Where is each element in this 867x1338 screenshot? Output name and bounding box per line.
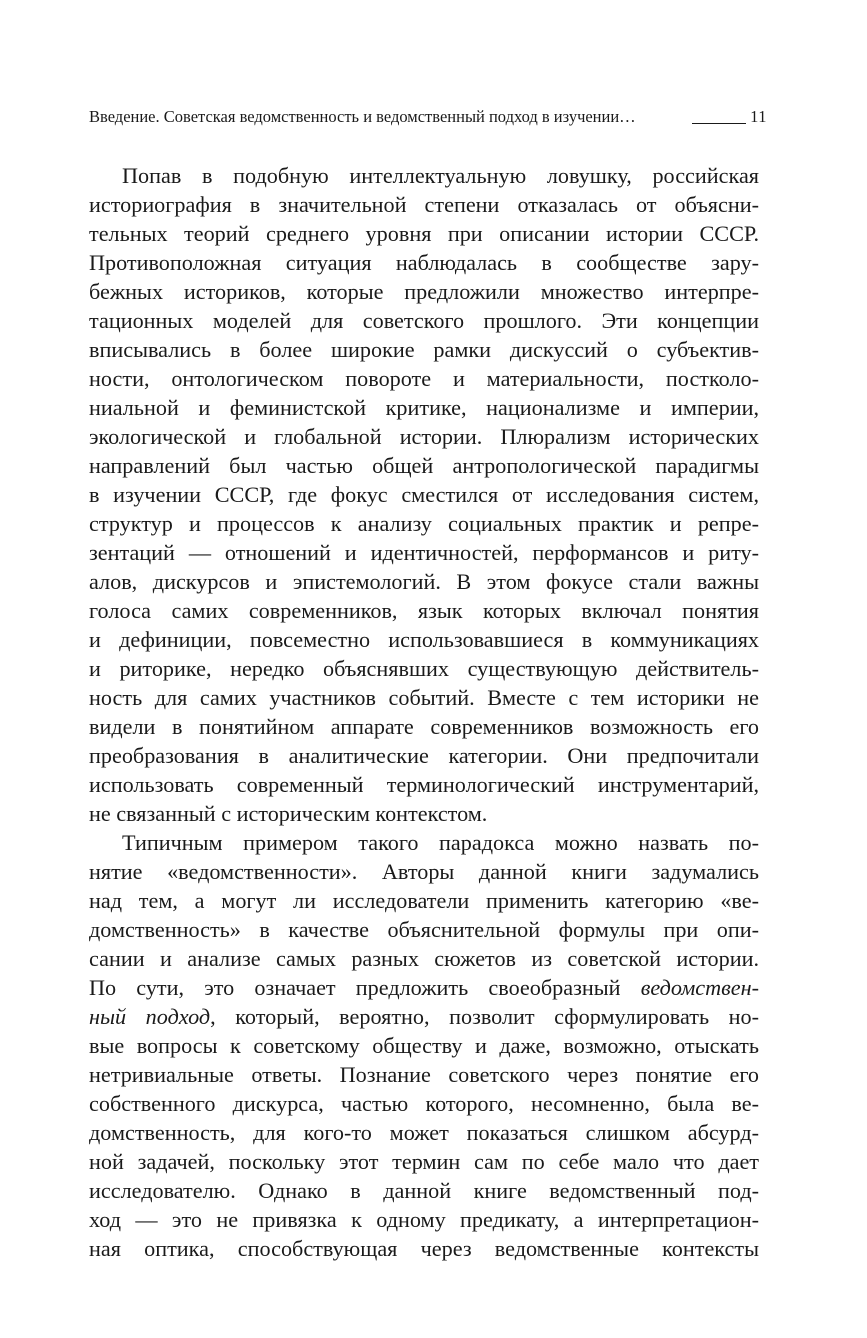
text-line: использовать современный терминологический инструментарий, (89, 772, 759, 797)
text-line: вые вопросы к советскому обществу и даже, возможно, отыскать (89, 1033, 759, 1058)
text-line: домственность, для кого-то может показаться слишком абсурд- (89, 1120, 759, 1145)
text-line: домственность» в качестве объяснительной формулы при опи- (89, 917, 759, 942)
text-line: видели в понятийном аппарате современников возможность его (89, 714, 759, 739)
text-line: Попав в подобную интеллектуальную ловушку, российская (122, 163, 759, 188)
text-line: и риторике, нередко объяснявших существующую действитель- (89, 656, 759, 681)
text-line: тационных моделей для советского прошлого. Эти концепции (89, 308, 759, 333)
text-line: тельных теорий среднего уровня при описании истории СССР. (89, 221, 759, 246)
text-line: алов, дискурсов и эпистемологий. В этом фокусе стали важны (89, 569, 759, 594)
text-line: нятие «ведомственности». Авторы данной книги задумались (89, 859, 759, 884)
text-line: ход — это не привязка к одному предикату, а интерпретацион- (89, 1207, 759, 1232)
text-line: ности, онтологическом повороте и материальности, постколо- (89, 366, 759, 391)
text-run: , который, вероятно, позволит сформулировать но- (210, 1004, 760, 1029)
text-line: в изучении СССР, где фокус сместился от исследования систем, (89, 482, 759, 507)
text-line: преобразования в аналитические категории. Они предпочитали (89, 743, 759, 768)
running-head-title: Введение. Советская ведомственность и ведомственный подход в изучении… (89, 107, 636, 126)
text-line: экологической и глобальной истории. Плюрализм исторических (89, 424, 759, 449)
text-line: и дефиниции, повсеместно использовавшиеся в коммуникациях (89, 627, 759, 652)
text-line: историография в значительной степени отказалась от объясни- (89, 192, 759, 217)
text-line: над тем, а могут ли исследователи применить категорию «ве- (89, 888, 759, 913)
text-line: направлений был частью общей антропологической парадигмы (89, 453, 759, 478)
text-line: исследователю. Однако в данной книге ведомственный под- (89, 1178, 759, 1203)
page-number: 11 (750, 107, 767, 126)
running-head-rule (692, 123, 746, 124)
text-line: не связанный с историческим контекстом. (89, 801, 488, 826)
text-line: Типичным примером такого парадокса можно назвать по- (122, 830, 759, 855)
text-line: собственного дискурса, частью которого, несомненно, была ве- (89, 1091, 759, 1116)
text-line: голоса самих современников, язык которых включал понятия (89, 598, 759, 623)
body-text (89, 161, 759, 1263)
text-line-with-italic (89, 1002, 759, 1031)
text-line: структур и процессов к анализу социальных практик и репре- (89, 511, 759, 536)
italic-term: ный подход (89, 1004, 211, 1029)
text-line: ная оптика, способствующая через ведомственные контексты (89, 1236, 759, 1261)
text-line: Противоположная ситуация наблюдалась в сообществе зару- (89, 250, 759, 275)
text-run: По сути, это означает предложить своеобразный (89, 975, 641, 1000)
text-line-with-italic (89, 973, 759, 1002)
text-line: ной задачей, поскольку этот термин сам по себе мало что дает (89, 1149, 759, 1174)
text-line: бежных историков, которые предложили множество интерпре- (89, 279, 759, 304)
text-line: вписывались в более широкие рамки дискуссий о субъектив- (89, 337, 759, 362)
text-line: нетривиальные ответы. Познание советского через понятие его (89, 1062, 759, 1087)
running-head (89, 104, 769, 130)
italic-term: ведомствен- (640, 975, 759, 1000)
text-line: сании и анализе самых разных сюжетов из советской истории. (89, 946, 759, 971)
text-line: зентаций — отношений и идентичностей, перформансов и риту- (89, 540, 759, 565)
text-line: ниальной и феминистской критике, национализме и империи, (89, 395, 759, 420)
text-line: ность для самих участников событий. Вместе с тем историки не (89, 685, 759, 710)
